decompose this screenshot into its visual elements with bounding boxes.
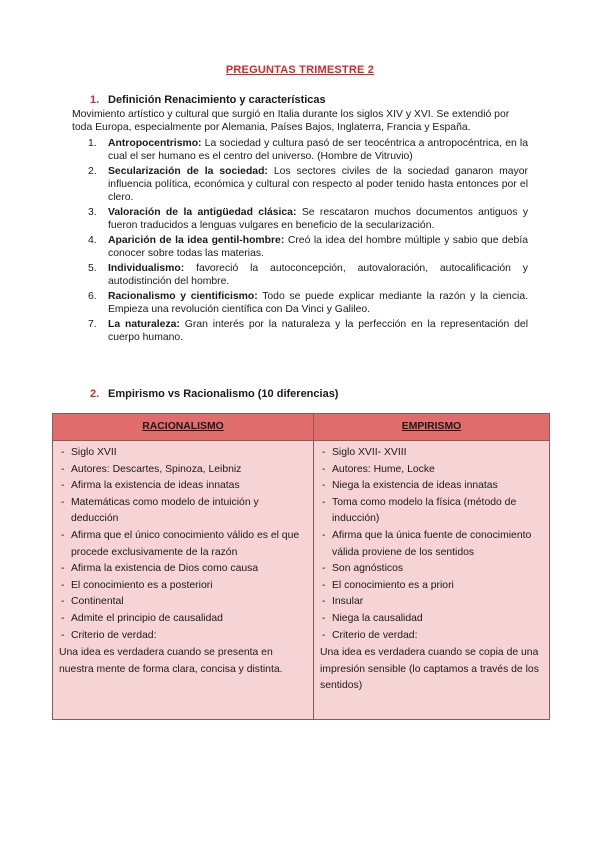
dash-bullet: - (322, 629, 326, 641)
characteristic-term: La naturaleza: (108, 319, 180, 330)
dash-bullet: - (322, 463, 326, 475)
empirismo-item (320, 611, 543, 628)
dash-bullet: - (61, 480, 65, 492)
characteristic-text: Creó la idea del hombre múltiple y sabio que debía conocer sobre todas las materias. (108, 235, 529, 259)
empirismo-criterio: Una idea es verdadera cuando se copia de una impresión sensible (lo captamos a través de los sentidos) (320, 647, 539, 692)
characteristic-term: Antropocentrismo: (108, 138, 202, 149)
empirismo-item (320, 478, 543, 495)
racionalismo-item (59, 611, 307, 628)
characteristic-term: Aparición de la idea gentil-hombre: (108, 235, 285, 246)
empirismo-item (320, 445, 543, 462)
racionalismo-list (59, 445, 307, 644)
dash-bullet: - (61, 612, 65, 624)
racionalismo-item-text: Afirma la existencia de ideas innatas (71, 480, 240, 492)
characteristic-item (88, 318, 528, 344)
characteristic-number: 2. (88, 166, 97, 177)
racionalismo-item (59, 445, 307, 462)
racionalismo-item (59, 594, 307, 611)
characteristic-number: 1. (88, 138, 97, 149)
dash-bullet: - (61, 596, 65, 608)
racionalismo-item-text: Matemáticas como modelo de intuición y deducción (71, 496, 259, 525)
dash-bullet: - (322, 529, 326, 541)
characteristic-text: Gran interés por la naturaleza y la perfección en la representación del cuerpo humano. (108, 319, 529, 343)
characteristic-term: Valoración de la antigüedad clásica: (108, 207, 297, 218)
racionalismo-item-text: Continental (71, 596, 124, 608)
characteristic-item (88, 206, 528, 232)
dash-bullet: - (61, 579, 65, 591)
characteristic-number: 4. (88, 235, 97, 246)
characteristics-list (88, 137, 528, 346)
empirismo-item-text: Autores: Hume, Locke (332, 463, 435, 475)
racionalismo-item-text: El conocimiento es a posteriori (71, 579, 213, 591)
characteristic-term: Individualismo: (108, 263, 185, 274)
section-1-heading (90, 94, 326, 106)
characteristic-term: Secularización de la sociedad: (108, 166, 268, 177)
racionalismo-item-text: Criterio de verdad: (71, 629, 157, 641)
characteristic-item (88, 290, 528, 316)
dash-bullet: - (61, 529, 65, 541)
characteristic-text: Los sectores civiles de la sociedad ganaron mayor influencia política, económica y cultural con respecto al poder tenido hasta entonces por el clero. (108, 166, 528, 203)
empirismo-item-text: Toma como modelo la física (método de inducción) (332, 496, 517, 525)
racionalismo-item-text: Autores: Descartes, Spinoza, Leibniz (71, 463, 242, 475)
dash-bullet: - (322, 579, 326, 591)
characteristic-item (88, 234, 528, 260)
document-title: PREGUNTAS TRIMESTRE 2 (225, 64, 375, 76)
racionalismo-item-text: Afirma que el único conocimiento válido es el que procede exclusivamente de la razón (71, 529, 300, 558)
dash-bullet: - (322, 563, 326, 575)
racionalismo-item (59, 478, 307, 495)
characteristic-number: 5. (88, 263, 97, 274)
dash-bullet: - (322, 447, 326, 458)
racionalismo-item-text: Admite el principio de causalidad (71, 612, 223, 624)
racionalismo-item (59, 578, 307, 595)
empirismo-list (320, 445, 543, 644)
header-racionalismo: RACIONALISMO (53, 414, 314, 441)
characteristic-number: 7. (88, 319, 97, 330)
empirismo-item (320, 628, 543, 645)
racionalismo-item (59, 495, 307, 528)
characteristic-item (88, 165, 528, 204)
dash-bullet: - (61, 447, 65, 458)
dash-bullet: - (322, 480, 326, 492)
empirismo-item (320, 462, 543, 479)
racionalismo-item-text: Siglo XVII (71, 447, 117, 458)
empirismo-item-text: Son agnósticos (332, 563, 404, 575)
characteristic-text: La sociedad y cultura pasó de ser teocéntrica a antropocéntrica, en la cual el ser humano es el centro del universo. (Hombre de Vitruvio) (108, 138, 528, 162)
empirismo-item (320, 495, 543, 528)
empirismo-item (320, 561, 543, 578)
empirismo-item-text: Afirma que la única fuente de conocimiento válida proviene de los sentidos (332, 529, 532, 558)
racionalismo-criterio: Una idea es verdadera cuando se presenta en nuestra mente de forma clara, concisa y distinta. (59, 647, 283, 675)
empirismo-item-text: Siglo XVII- XVIII (332, 447, 407, 458)
empirismo-item (320, 578, 543, 595)
empirismo-item (320, 594, 543, 611)
empirismo-item-text: Niega la causalidad (332, 612, 423, 624)
section-2-heading (90, 388, 338, 400)
empirismo-item-text: El conocimiento es a priori (332, 579, 454, 591)
characteristic-item (88, 137, 528, 163)
empirismo-item-text: Insular (332, 596, 364, 608)
racionalismo-item (59, 561, 307, 578)
section-2-title: Empirismo vs Racionalismo (10 diferencias) (108, 388, 339, 400)
racionalismo-item-text: Afirma la existencia de Dios como causa (71, 563, 259, 575)
empirismo-item (320, 528, 543, 561)
section-1-title: Definición Renacimiento y características (108, 94, 326, 106)
racionalismo-item (59, 462, 307, 479)
racionalismo-item (59, 528, 307, 561)
characteristic-text: Todo se puede explicar mediante la razón y la ciencia. Empieza una revolución científica con Da Vinci y Galileo. (108, 291, 528, 315)
characteristic-number: 6. (88, 291, 97, 302)
dash-bullet: - (322, 496, 326, 508)
characteristic-item (88, 262, 528, 288)
characteristic-term: Racionalismo y cientificismo: (108, 291, 258, 302)
header-empirismo: EMPIRISMO (314, 414, 550, 441)
cell-racionalismo (53, 441, 314, 720)
dash-bullet: - (322, 612, 326, 624)
cell-empirismo (314, 441, 550, 720)
characteristic-number: 3. (88, 207, 97, 218)
dash-bullet: - (61, 463, 65, 475)
characteristic-text: Se rescataron muchos documentos antiguos y fueron traducidos a lenguas vulgares en beneficio de la secularización. (108, 207, 529, 231)
empirismo-item-text: Niega la existencia de ideas innatas (332, 480, 498, 492)
section-1-number: 1. (90, 94, 100, 106)
dash-bullet: - (61, 496, 65, 508)
comparison-table (52, 413, 550, 720)
dash-bullet: - (322, 596, 326, 608)
empirismo-item-text: Criterio de verdad: (332, 629, 418, 641)
characteristic-text: favoreció la autoconcepción, autovaloración, autocalificación y autodistinción del hombre. (108, 263, 528, 287)
racionalismo-item (59, 628, 307, 645)
dash-bullet: - (61, 629, 65, 641)
section-1-intro: Movimiento artístico y cultural que surgió en Italia durante los siglos XIV y XVI. Se extendió por toda Europa, especialmente por Alemania, Países Bajos, Inglaterra, Francia y España. (72, 109, 510, 133)
dash-bullet: - (61, 563, 65, 575)
section-2-number: 2. (90, 388, 100, 400)
